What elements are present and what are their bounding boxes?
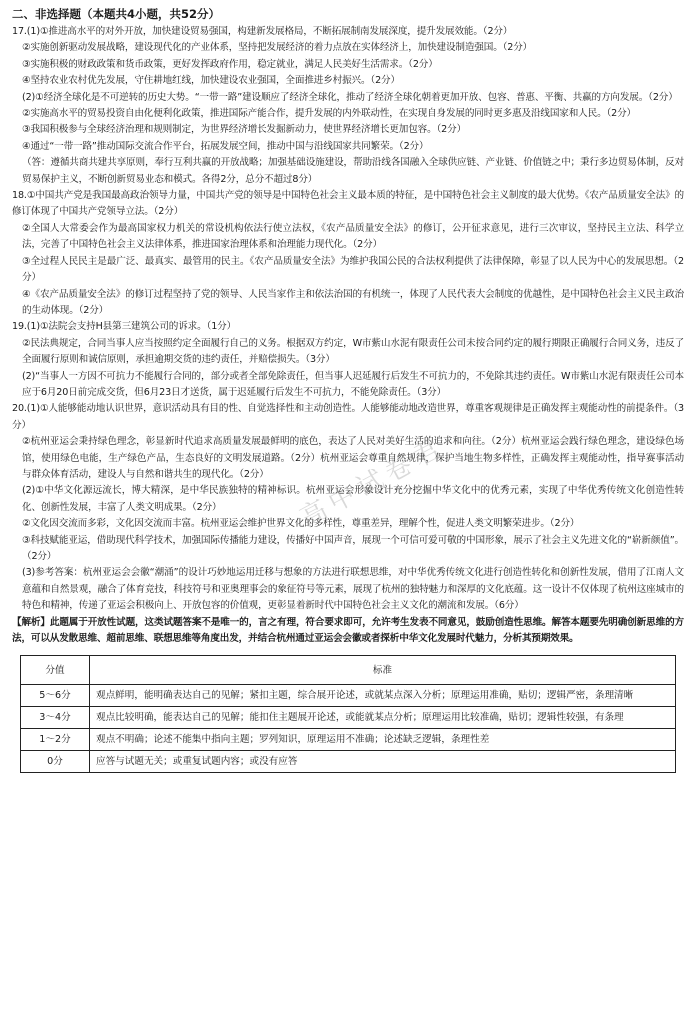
q18-point-4: ④《农产品质量安全法》的修订过程坚持了党的领导、人民当家作主和依法治国的有机统一，体现了人民代表大会制度的优越性，是中国特色社会主义民主政治的生动体现。（2分） [22, 288, 684, 316]
table-header-score: 分值 [21, 656, 90, 685]
q17-part1-2: ②实施创新驱动发展战略，建设现代化的产业体系，坚持把发展经济的着力点放在实体经济上，加快建设制造强国。（2分） [22, 42, 533, 54]
score-cell: 5～6分 [21, 685, 90, 707]
q17-part1-1: 17.(1)①推进高水平的对外开放，加快建设贸易强国，构建新发展格局，不断拓展制南发展深度，提升发展效能。（2分） [12, 26, 513, 37]
table-row [21, 685, 676, 707]
scoring-table [20, 655, 676, 773]
score-cell: 1～2分 [21, 729, 90, 751]
q19-part1-2: ②民法典规定，合同当事人应当按照约定全面履行自己的义务。根据双方约定，W市紫山水泥有限责任公司未按合同约定的履行期限正确履行合同义务，违反了全面履行原则和诚信原则，承担逾期交货的违约责任，并赔偿损失。（3分） [22, 337, 684, 366]
q17-part1-3: ③实施积极的财政政策和货币政策，更好发挥政府作用，稳定就业，满足人民美好生活需求。（2分） [22, 58, 438, 70]
table-row [21, 729, 676, 751]
question-20 [12, 401, 684, 614]
q20-part2-3: ③科技赋能亚运，借助现代科学技术，加强国际传播能力建设，传播好中国声音，展现一个可信可爱可敬的中国形象，展示了社会主义先进文化的“崭新颜值”。（2分） [22, 534, 684, 562]
q17-part2-2: ②实施高水平的贸易投资自由化便利化政策，推进国际产能合作，提升发展的内外联动性，在实现自身发展的同时更多惠及沿线国家和人民。（2分） [22, 108, 637, 120]
criteria-cell: 观点鲜明，能明确表达自己的见解；紧扣主题，综合展开论述，或就某点深入分析；原理运用准确，贴切；逻辑严密，条理清晰 [90, 685, 676, 707]
q19-part2: (2)“当事人一方因不可抗力不能履行合同的，部分或者全部免除责任，但当事人迟延履行后发生不可抗力的，不免除其违约责任。W市紫山水泥有限责任公司本应于6月20日前完成交货，但6月23日才送货，属于迟延履行后发生不可抗力，不能免除责任。（3分） [22, 370, 684, 398]
table-header-criteria: 标准 [90, 656, 676, 685]
answer-page [12, 6, 684, 773]
q18-point-2: ②全国人大常委会作为最高国家权力机关的常设机构依法行使立法权，《农产品质量安全法》的修订，公开征求意见，进行三次审议，坚持民主立法、科学立法，完善了中国特色社会主义法律体系，推进国家治理体系和治理能力现代化。（2分） [22, 222, 684, 251]
table-row [21, 707, 676, 729]
score-cell: 3～4分 [21, 707, 90, 729]
q19-part1-1: 19.(1)①法院会支持H县第三建筑公司的诉求。（1分） [12, 321, 237, 333]
question-19 [12, 319, 684, 401]
q17-part2-1: (2)①经济全球化是不可逆转的历史大势。“一带一路”建设顺应了经济全球化，推动了经济全球化朝着更加开放、包容、普惠、平衡、共赢的方向发展。（2分） [22, 91, 678, 103]
q20-part2-2: ②文化因交流而多彩，文化因交流而丰富。杭州亚运会维护世界文化的多样性，尊重差异，理解个性，促进人类文明繁荣进步。（2分） [22, 518, 580, 530]
analysis-note: 【解析】此题属于开放性试题，这类试题答案不是唯一的，言之有理，符合要求即可，允许考生发表不同意见，鼓励创造性思维。解答本题要先明确创新思维的方法，可以从发散思维、超前思维、联想思维等角度出发，并结合杭州通过亚运会会徽或者探析中华文化发展时代魅力，分析其预期效果。 [12, 616, 684, 645]
q18-point-1: 18.①中国共产党是我国最高政治领导力量，中国共产党的领导是中国特色社会主义最本质的特征，是中国特色社会主义制度的最大优势。《农产品质量安全法》的修订体现了中国共产党领导立法。（2分） [12, 190, 684, 218]
section-title: 二、非选择题（本题共4小题，共52分） [12, 7, 221, 21]
q17-part2-4: ④通过“一带一路”推动国际交流合作平台，拓展发展空间，推动中国与沿线国家共同繁荣。（2分） [22, 140, 429, 152]
criteria-cell: 应答与试题无关；或重复试题内容；或没有应答 [90, 751, 676, 773]
watermark: 高中试卷君 [295, 431, 451, 534]
score-cell: 0分 [21, 751, 90, 773]
criteria-cell: 观点不明确；论述不能集中指向主题；罗列知识，原理运用不准确；论述缺乏逻辑，条理性差 [90, 729, 676, 751]
q17-part1-4: ④坚持农业农村优先发展，守住耕地红线，加快建设农业强国，全面推进乡村振兴。（2分） [22, 75, 400, 87]
q20-part3: (3)参考答案：杭州亚运会会徽“潮涌”的设计巧妙地运用迁移与想象的方法进行联想思维，对中华优秀传统文化进行创造性转化和创新性发展，借用了江南人文意蕴和自然景观，融合了体育竞技，科技符号和亚奥理事会的象征符号等元素，展现了杭州的独特魅力和深厚的文化底蕴。这一设计不仅体现了杭州这座城市的特色和精神，传递了亚运会积极向上、开放包容的价值观，更彰显着新时代中国特色社会主义文化的潮流和发展。（6分） [22, 567, 684, 612]
q20-part2-1: (2)①中华文化源远流长，博大精深，是中华民族独特的精神标识。杭州亚运会形象设计充分挖掘中华文化中的优秀元素，实现了中华优秀传统文化创造性转化、创新性发展，丰富了人类文明成果。（2分） [22, 485, 684, 513]
table-row [21, 751, 676, 773]
question-18 [12, 188, 684, 319]
table-header-row [21, 656, 676, 685]
q17-note: （答：遵循共商共建共享原则，奉行互利共赢的开放战略；加强基础设施建设，帮助沿线各国融入全球供应链、产业链、价值链之中；秉行多边贸易体制，反对贸易保护主义，不断创新贸易业态和模式。各得2分，总分不超过8分） [22, 157, 684, 185]
q17-part2-3: ③我国积极参与全球经济治理和规则制定，为世界经济增长发掘新动力，使世界经济增长更加包容。（2分） [22, 124, 467, 136]
q20-part1-2: ②杭州亚运会秉持绿色理念，彰显新时代追求高质量发展最鲜明的底色，表达了人民对美好生活的追求和向往。（2分）杭州亚运会践行绿色理念，建设绿色场馆，使用绿色电能，生产绿色产品，生态良好的文明发展道路。（2分）杭州亚运会尊重自然规律，保护当地生物多样性，正确发挥主观能动性，指导赛事活动与群众体育活动，建设人与自然和谐共生的现代化。（2分） [22, 436, 684, 480]
question-17 [12, 24, 684, 188]
q18-point-3: ③全过程人民民主是最广泛、最真实、最管用的民主。《农产品质量安全法》为维护我国公民的合法权利提供了法律保障，彰显了以人民为中心的发展思想。（2分） [22, 255, 684, 284]
q20-part1-1: 20.(1)①人能够能动地认识世界，意识活动具有目的性、自觉选择性和主动创造性。人能够能动地改造世界，尊重客观规律是正确发挥主观能动性的前提条件。（3分） [12, 403, 684, 431]
criteria-cell: 观点比较明确，能表达自己的见解；能扣住主题展开论述，或能就某点分析；原理运用比较准确，贴切；逻辑性较强，有条理 [90, 707, 676, 729]
